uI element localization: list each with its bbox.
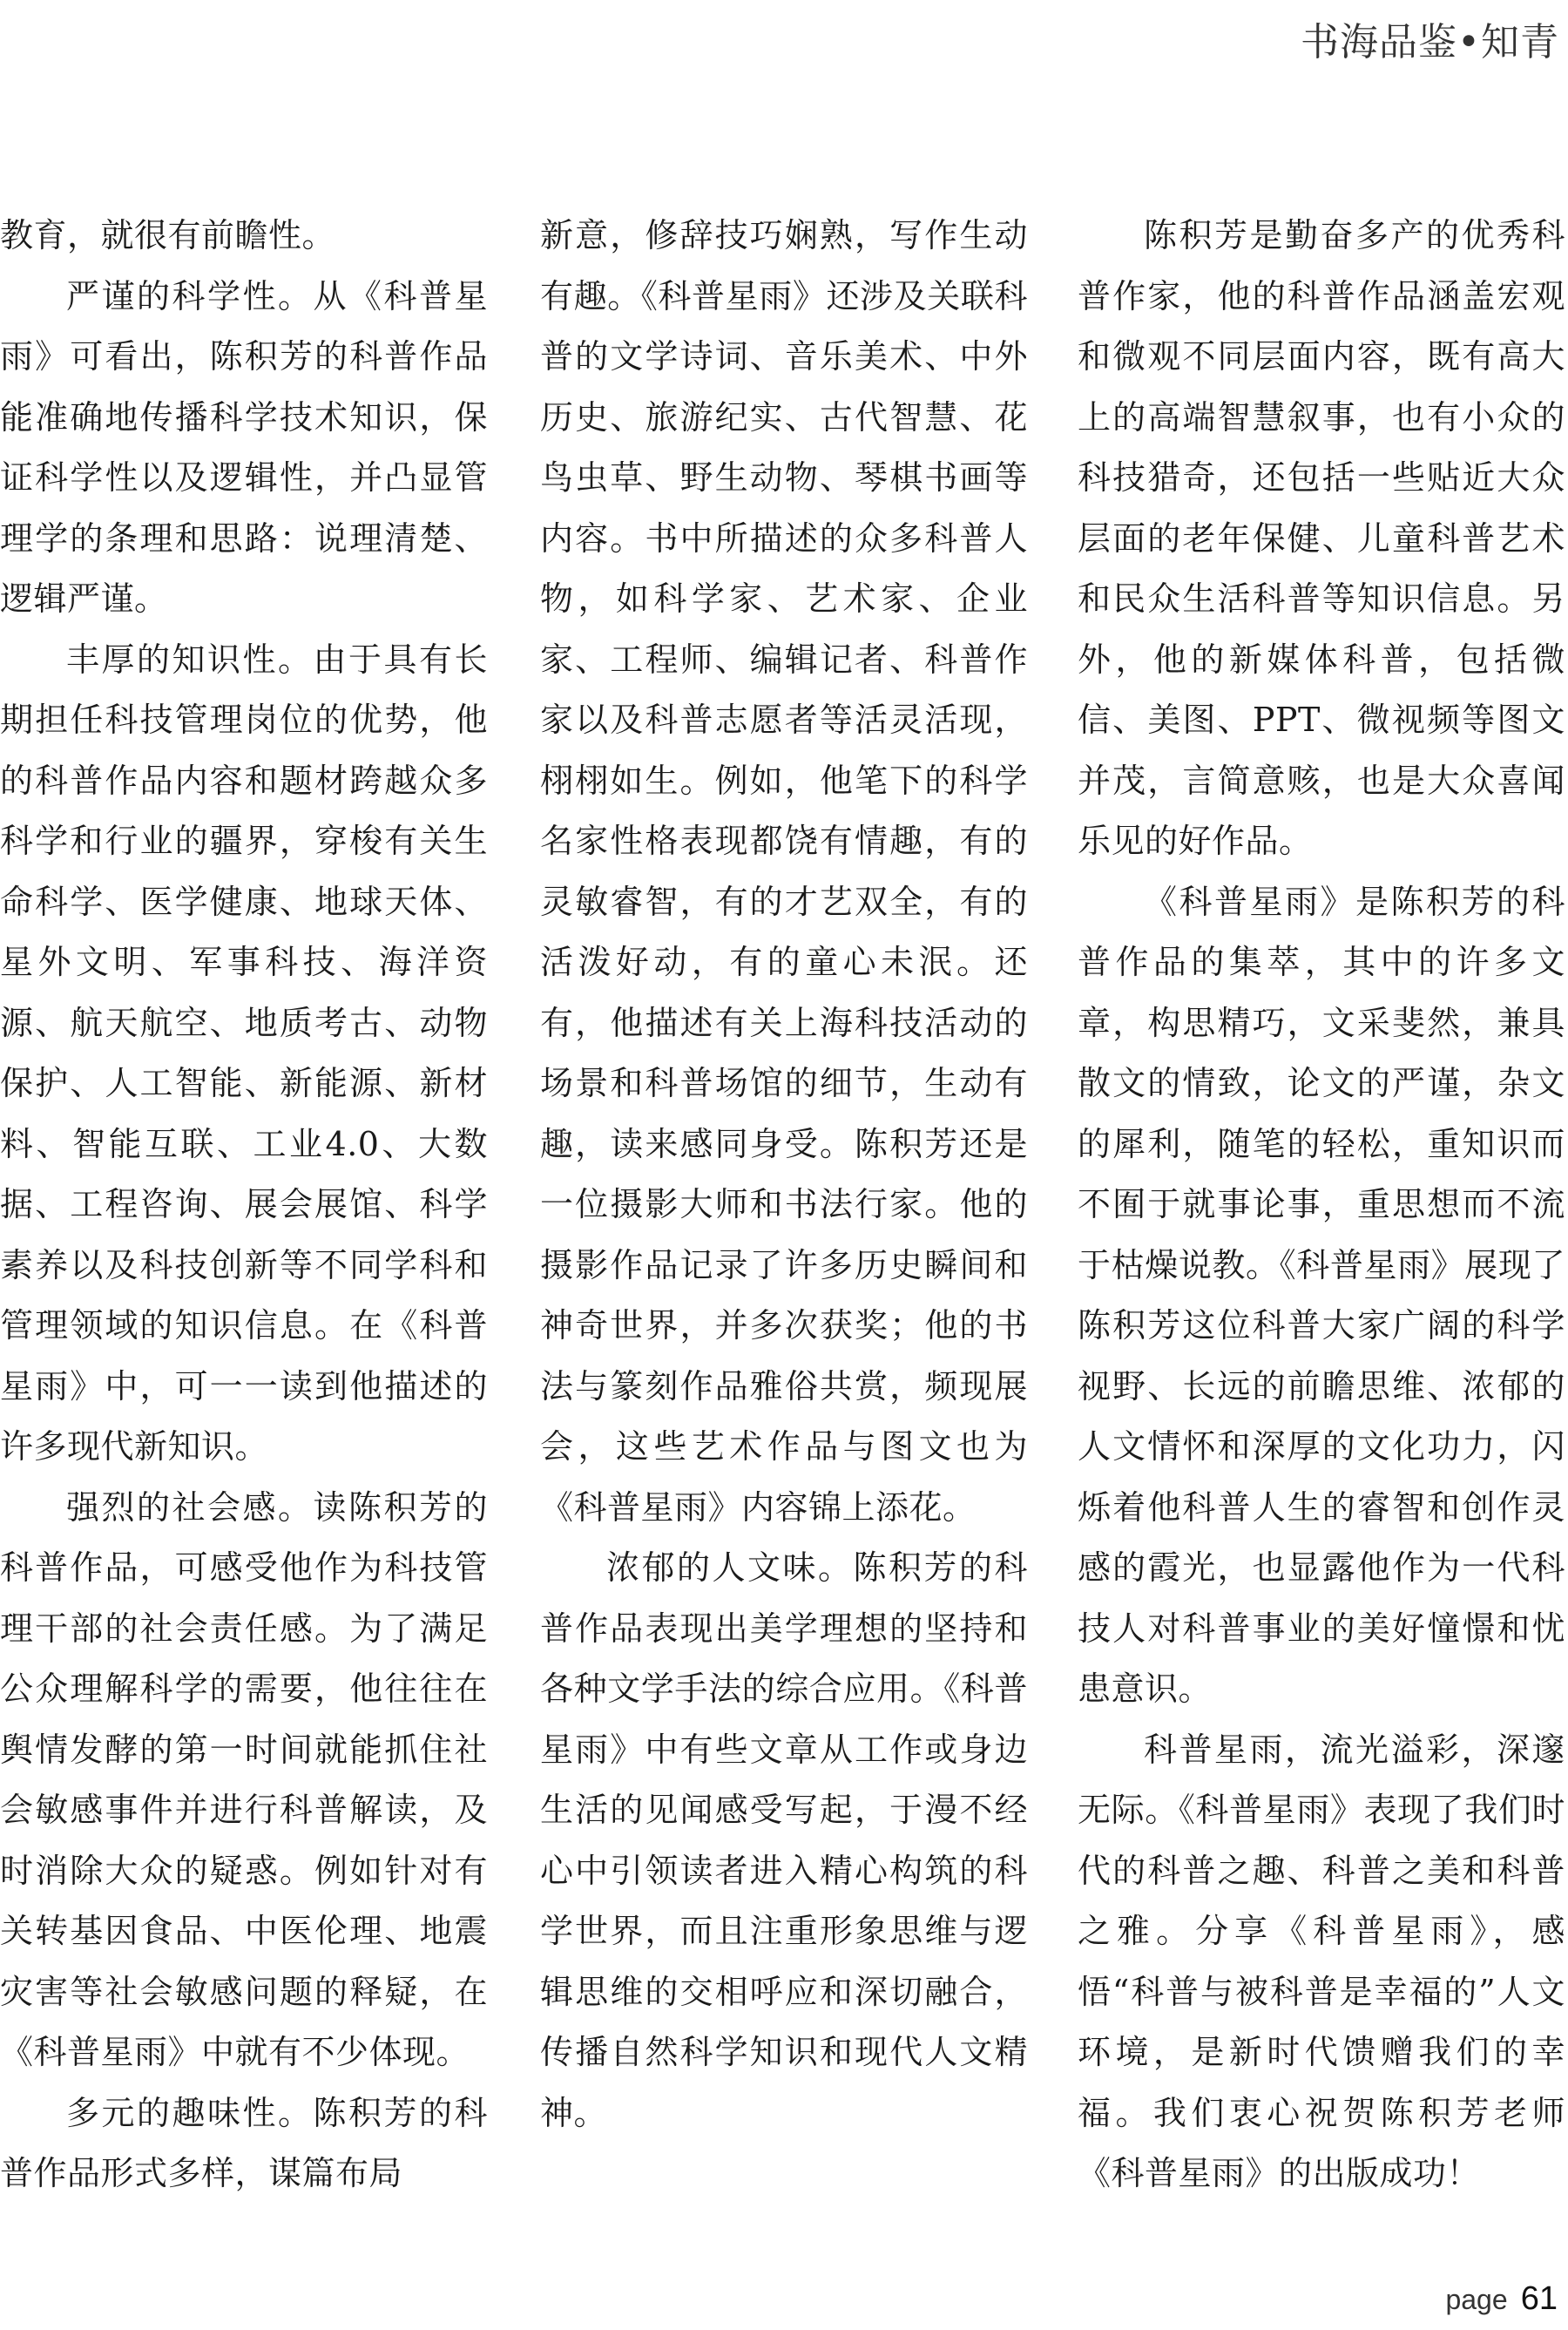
page-footer [1445,2280,1558,2318]
paragraph: 浓郁的人文味。陈积芳的科普作品表现出美学理想的坚持和各种文学手法的综合应用。《科普星雨》中有些文章从工作或身边生活的见闻感受写起，于漫不经心中引领读者进入精心构筑的科学世界，而且注重形象思维与逻辑思维的交相呼应和深切融合，传播自然科学知识和现代人文精神。 [540,1548,1028,2132]
page-label: page [1445,2284,1508,2315]
text-column-3 [1078,206,1565,2205]
running-header [1301,10,1559,66]
paragraph: 丰厚的知识性。由于具有长期担任科技管理岗位的优势，他的科普作品内容和题材跨越众多科学和行业的疆界，穿梭有关生命科学、医学健康、地球天体、星外文明、军事科技、海洋资源、航天航空、地质考古、动物保护、人工智能、新能源、新材料、智能互联、工业4.0、大数据、工程咨询、展会展馆、科学素养以及科技创新等不同学科和管理领域的知识信息。在《科普星雨》中，可一一读到他描述的许多现代新知识。 [0,640,488,1466]
paragraph: 严谨的科学性。从《科普星雨》可看出，陈积芳的科普作品能准确地传播科学技术知识，保证科学性以及逻辑性，并凸显管理学的条理和思路：说理清楚、逻辑严谨。 [0,276,488,618]
paragraph: 新意，修辞技巧娴熟，写作生动有趣。《科普星雨》还涉及关联科普的文学诗词、音乐美术、中外历史、旅游纪实、古代智慧、花鸟虫草、野生动物、琴棋书画等内容。书中所描述的众多科普人物，如科学家、艺术家、企业家、工程师、编辑记者、科普作家以及科普志愿者等活灵活现，栩栩如生。例如，他笔下的科学名家性格表现都饶有情趣，有的灵敏睿智，有的才艺双全，有的活泼好动，有的童心未泯。还有，他描述有关上海科技活动的场景和科普场馆的细节，生动有趣，读来感同身受。陈积芳还是一位摄影大师和书法行家。他的摄影作品记录了许多历史瞬间和神奇世界，并多次获奖；他的书法与篆刻作品雅俗共赏，频现展会，这些艺术作品与图文也为《科普星雨》内容锦上添花。 [540,216,1028,1527]
paragraph: 多元的趣味性。陈积芳的科普作品形式多样，谋篇布局 [0,2093,488,2192]
paragraph: 陈积芳是勤奋多产的优秀科普作家，他的科普作品涵盖宏观和微观不同层面内容，既有高大上的高端智慧叙事，也有小众的科技猎奇，还包括一些贴近大众层面的老年保健、儿童科普艺术和民众生活科普等知识信息。另外，他的新媒体科普，包括微信、美图、PPT、微视频等图文并茂，言简意赅，也是大众喜闻乐见的好作品。 [1078,216,1565,860]
paragraph: 科普星雨，流光溢彩，深邃无际。《科普星雨》表现了我们时代的科普之趣、科普之美和科普之雅。分享《科普星雨》，感悟“科普与被科普是幸福的”人文环境，是新时代馈赠我们的幸福。我们衷心祝贺陈积芳老师《科普星雨》的出版成功！ [1078,1730,1565,2192]
text-column-2 [540,206,1028,2144]
page-number: 61 [1520,2280,1558,2317]
paragraph: 强烈的社会感。读陈积芳的科普作品，可感受他作为科技管理干部的社会责任感。为了满足公众理解科学的需要，他往往在舆情发酵的第一时间就能抓住社会敏感事件并进行科普解读，及时消除大众的疑惑。例如针对有关转基因食品、中医伦理、地震灾害等社会敏感问题的释疑，在《科普星雨》中就有不少体现。 [0,1487,488,2071]
text-column-1 [0,206,488,2205]
paragraph: 教育，就很有前瞻性。 [0,216,336,254]
running-header-title: 书海品鉴•知青 [1301,20,1559,64]
paragraph: 《科普星雨》是陈积芳的科普作品的集萃，其中的许多文章，构思精巧，文采斐然，兼具散文的情致，论文的严谨，杂文的犀利，随笔的轻松，重知识而不囿于就事论事，重思想而不流于枯燥说教。《科普星雨》展现了陈积芳这位科普大家广阔的科学视野、长远的前瞻思维、浓郁的人文情怀和深厚的文化功力，闪烁着他科普人生的睿智和创作灵感的霞光，也显露他作为一代科技人对科普事业的美好憧憬和忧患意识。 [1078,882,1565,1708]
